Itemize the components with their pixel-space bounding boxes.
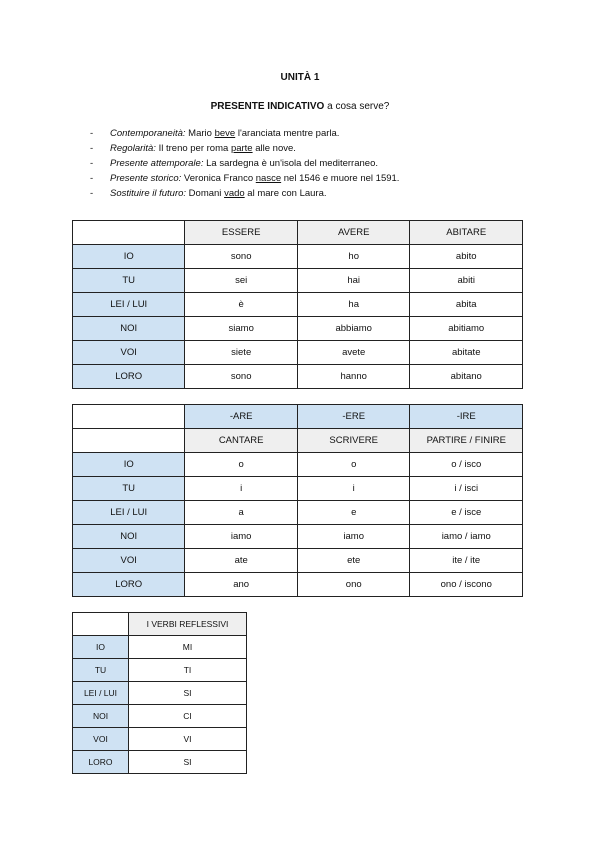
column-header: SCRIVERE	[297, 429, 410, 453]
table-cell: siete	[185, 341, 298, 365]
table-corner	[73, 429, 185, 453]
table-cell: abitano	[410, 365, 523, 389]
table-row	[73, 245, 523, 269]
use-text: La sardegna è un'isola del mediterraneo.	[203, 158, 378, 169]
table-row	[73, 317, 523, 341]
table-row	[73, 293, 523, 317]
page-title: UNITÀ 1	[280, 72, 320, 83]
uses-list	[90, 126, 399, 201]
table-cell: SI	[129, 682, 247, 705]
column-header: AVERE	[297, 221, 410, 245]
table-cell: ate	[185, 549, 298, 573]
table-corner	[73, 613, 129, 636]
table-cell: abita	[410, 293, 523, 317]
use-label: Presente storico:	[110, 173, 182, 184]
table-cell: hanno	[297, 365, 410, 389]
table-row	[73, 525, 523, 549]
use-verb: vado	[224, 188, 245, 199]
pronoun-cell: LEI / LUI	[73, 682, 129, 705]
use-verb: beve	[214, 128, 236, 139]
subtitle-rest: a cosa serve?	[324, 101, 390, 112]
use-text: alle nove.	[252, 143, 296, 154]
table-row	[73, 341, 523, 365]
table-cell: ono / iscono	[410, 573, 523, 597]
column-header: PARTIRE / FINIRE	[410, 429, 523, 453]
pronoun-cell: LORO	[73, 365, 185, 389]
table-row	[73, 365, 523, 389]
use-text: l'aranciata mentre parla.	[235, 128, 340, 139]
table-cell: i / isci	[410, 477, 523, 501]
pronoun-cell: VOI	[73, 728, 129, 751]
table-header-row	[73, 221, 523, 245]
use-verb: parte	[230, 143, 253, 154]
pronoun-cell: IO	[73, 453, 185, 477]
use-text: nel 1546 e muore nel 1591.	[281, 173, 400, 184]
use-label: Presente attemporale:	[110, 158, 204, 169]
table-cell: MI	[129, 636, 247, 659]
table-row	[73, 636, 247, 659]
table-cell: iamo	[297, 525, 410, 549]
table-cell: o	[185, 453, 298, 477]
table-cell: abbiamo	[297, 317, 410, 341]
table-cell: ete	[297, 549, 410, 573]
use-text: Veronica Franco	[181, 173, 256, 184]
pronoun-cell: TU	[73, 659, 129, 682]
conjugation-table-essere-avere-abitare	[72, 220, 523, 389]
ending-header: -IRE	[410, 405, 523, 429]
conjugation-endings-table	[72, 404, 523, 597]
page-subtitle	[0, 101, 600, 112]
table-row	[73, 269, 523, 293]
table-cell: è	[185, 293, 298, 317]
pronoun-cell: NOI	[73, 705, 129, 728]
table-cell: abitate	[410, 341, 523, 365]
pronoun-cell: VOI	[73, 549, 185, 573]
table-cell: SI	[129, 751, 247, 774]
table-row	[73, 705, 247, 728]
subtitle-bold: PRESENTE INDICATIVO	[210, 101, 325, 112]
table-row	[73, 659, 247, 682]
table-cell: abiti	[410, 269, 523, 293]
table-cell: o / isco	[410, 453, 523, 477]
use-label: Sostituire il futuro:	[110, 188, 187, 199]
pronoun-cell: NOI	[73, 525, 185, 549]
table-header-row	[73, 613, 247, 636]
table-cell: VI	[129, 728, 247, 751]
table-cell: avete	[297, 341, 410, 365]
column-header: ABITARE	[410, 221, 523, 245]
table-cell: ite / ite	[410, 549, 523, 573]
use-text: Il treno per roma	[155, 143, 231, 154]
table-cell: a	[185, 501, 298, 525]
table-cell: ano	[185, 573, 298, 597]
use-item	[90, 171, 399, 186]
table-cell: i	[185, 477, 298, 501]
column-header: ESSERE	[185, 221, 298, 245]
table-row	[73, 501, 523, 525]
table-cell: abitiamo	[410, 317, 523, 341]
table-cell: siamo	[185, 317, 298, 341]
pronoun-cell: IO	[73, 636, 129, 659]
table-cell: sono	[185, 365, 298, 389]
table-corner	[73, 405, 185, 429]
table-row	[73, 549, 523, 573]
column-header: CANTARE	[185, 429, 298, 453]
use-text: al mare con Laura.	[244, 188, 327, 199]
table-row	[73, 453, 523, 477]
table-endings-row	[73, 405, 523, 429]
table-cell: ho	[297, 245, 410, 269]
use-item	[90, 186, 399, 201]
pronoun-cell: LEI / LUI	[73, 293, 185, 317]
table-cell: o	[297, 453, 410, 477]
pronoun-cell: TU	[73, 269, 185, 293]
table-cell: i	[297, 477, 410, 501]
table-cell: e	[297, 501, 410, 525]
table-header-row	[73, 429, 523, 453]
table-cell: sei	[185, 269, 298, 293]
table-cell: CI	[129, 705, 247, 728]
table-row	[73, 682, 247, 705]
use-item	[90, 141, 399, 156]
pronoun-cell: NOI	[73, 317, 185, 341]
pronoun-cell: VOI	[73, 341, 185, 365]
table-cell: iamo	[185, 525, 298, 549]
reflexive-verbs-table	[72, 612, 247, 774]
table-corner	[73, 221, 185, 245]
use-verb: nasce	[255, 173, 282, 184]
use-label: Contemporaneità:	[110, 128, 186, 139]
use-item	[90, 156, 399, 171]
table-cell: e / isce	[410, 501, 523, 525]
use-label: Regolarità:	[110, 143, 156, 154]
table-row	[73, 751, 247, 774]
use-text: Domani	[186, 188, 225, 199]
pronoun-cell: LEI / LUI	[73, 501, 185, 525]
table-cell: ha	[297, 293, 410, 317]
column-header: I VERBI REFLESSIVI	[129, 613, 247, 636]
table-row	[73, 728, 247, 751]
table-cell: hai	[297, 269, 410, 293]
table-cell: abito	[410, 245, 523, 269]
table-row	[73, 573, 523, 597]
pronoun-cell: LORO	[73, 573, 185, 597]
use-item	[90, 126, 399, 141]
table-cell: iamo / iamo	[410, 525, 523, 549]
table-row	[73, 477, 523, 501]
ending-header: -ERE	[297, 405, 410, 429]
table-cell: sono	[185, 245, 298, 269]
pronoun-cell: LORO	[73, 751, 129, 774]
table-cell: ono	[297, 573, 410, 597]
pronoun-cell: IO	[73, 245, 185, 269]
table-cell: TI	[129, 659, 247, 682]
ending-header: -ARE	[185, 405, 298, 429]
use-text: Mario	[185, 128, 215, 139]
pronoun-cell: TU	[73, 477, 185, 501]
